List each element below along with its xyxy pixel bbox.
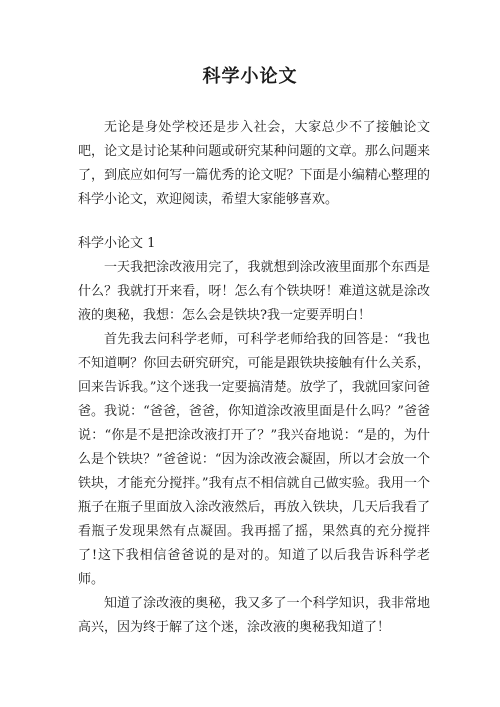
body-paragraph-3: 知道了涂改液的奥秘，我又多了一个科学知识，我非常地高兴，因为终于解了这个迷，涂改液的奥秘我知道了！: [78, 596, 430, 635]
section-heading: 科学小论文 1: [78, 236, 156, 251]
body-paragraph-2: 首先我去问科学老师，可科学老师给我的回答是：“我也不知道啊？你回去研究研究，可能是跟铁块接触有什么关系，回来告诉我。”这个迷我一定要搞清楚。放学了，我就回家问爸爸。我说：“爸爸，爸爸，你知道涂改液里面是什么吗？”爸爸说：“你是不是把涂改液打开了？”我兴奋地说：“是的，为什么是个铁块？”爸爸说：“因为涂改液会凝固，所以才会放一个铁块，才能充分搅拌。”我有点不相信就自己做实验。我用一个瓶子在瓶子里面放入涂改液然后，再放入铁块，几天后我看了看瓶子发现果然有点凝固。我再摇了摇，果然真的充分搅拌了!这下我相信爸爸说的是对的。知道了以后我告诉科学老师。: [78, 332, 430, 587]
essay-body: [78, 256, 430, 640]
body-paragraph-1: 一天我把涂改液用完了，我就想到涂改液里面那个东西是什么？我就打开来看，呀！怎么有个铁块呀！难道这就是涂改液的奥秘，我想：怎么会是铁块?我一定要弄明白！: [78, 260, 430, 323]
intro-paragraph: 无论是身处学校还是步入社会，大家总少不了接触论文吧，论文是讨论某种问题或研究某种问题的文章。那么问题来了，到底应如何写一篇优秀的论文呢？下面是小编精心整理的科学小论文，欢迎阅读，希望大家能够喜欢。: [78, 120, 430, 207]
document-title: 科学小论文: [202, 66, 298, 87]
